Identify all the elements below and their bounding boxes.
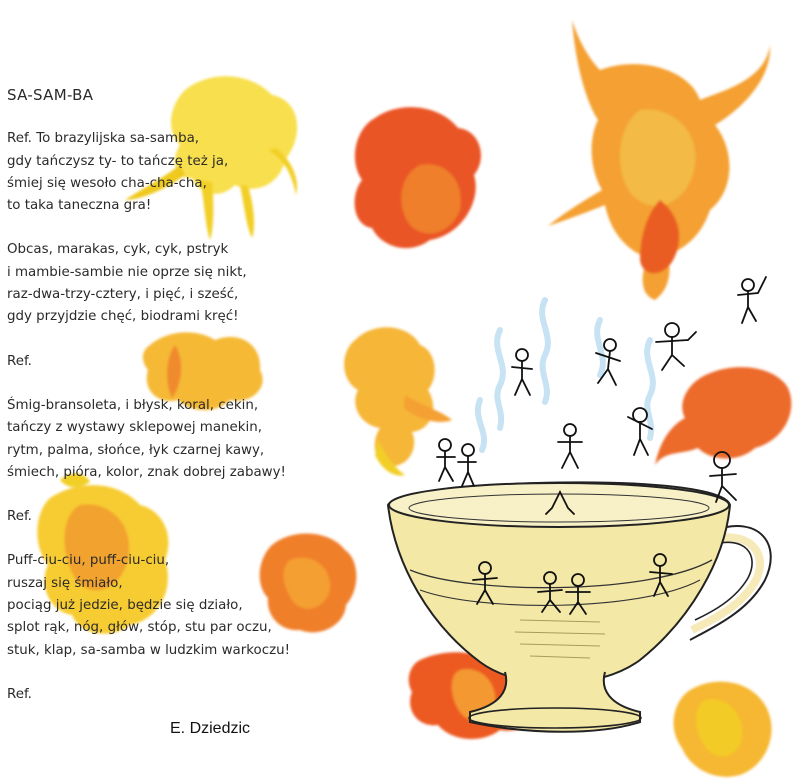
dancing-figure-4 <box>738 277 766 323</box>
refrain-marker-2: Ref. <box>7 509 32 525</box>
dancing-figure-7 <box>437 439 455 481</box>
refrain-marker-1: Ref. <box>7 353 32 369</box>
dancing-figure-3 <box>656 323 696 370</box>
refrain-line: gdy tańczysz ty- to tańczę też ja, <box>7 153 229 169</box>
stanza-line: Obcas, marakas, cyk, cyk, pstryk <box>7 242 229 258</box>
stanza-line: pociąg już jedzie, będzie się działo, <box>7 598 243 614</box>
stanza-line: i mambie-sambie nie oprze się nikt, <box>7 264 247 280</box>
stanza-line: stuk, klap, sa-samba w ludzkim warkoczu! <box>7 642 290 658</box>
poem-title: SA-SAM-BA <box>7 86 94 104</box>
refrain-marker-3: Ref. <box>7 686 32 702</box>
paint-splash-red-right <box>655 367 791 465</box>
paint-splash-yellow-bottom-right <box>674 682 772 777</box>
paint-splash-orange-star <box>548 20 770 300</box>
dancing-figure-1 <box>512 349 532 395</box>
stanza-line: śmiech, pióra, kolor, znak dobrej zabawy! <box>7 464 286 480</box>
stanza-line: rytm, palma, słońce, łyk czarnej kawy, <box>7 442 265 458</box>
stanza-3 <box>7 550 337 661</box>
paint-splash-red-upper <box>355 107 481 248</box>
stanza-line: Śmig-bransoleta, i błysk, koral, cekin, <box>7 397 259 413</box>
poem <box>7 84 337 728</box>
author-signature: E. Dziedzic <box>170 720 251 737</box>
stanza-2 <box>7 395 337 484</box>
paint-splash-orange-middle <box>344 327 452 475</box>
refrain-stanza <box>7 128 337 217</box>
refrain-line: śmiej się wesoło cha-cha-cha, <box>7 175 207 191</box>
stanza-1 <box>7 239 337 328</box>
stanza-line: raz-dwa-trzy-cztery, i pięć, i sześć, <box>7 287 239 303</box>
refrain-line: to taka taneczna gra! <box>7 198 152 214</box>
dancing-figure-8 <box>458 444 476 486</box>
stanza-line: ruszaj się śmiało, <box>7 575 123 591</box>
stanza-line: tańczy z wystawy sklepowej manekin, <box>7 420 262 436</box>
stanza-line: Puff-ciu-ciu, puff-ciu-ciu, <box>7 553 170 569</box>
stanza-line: splot rąk, nóg, głów, stóp, stu par oczu, <box>7 620 272 636</box>
stanza-line: gdy przyjdzie chęć, biodrami kręć! <box>7 309 239 325</box>
dancing-figure-5 <box>558 424 582 468</box>
refrain-line: Ref. To brazylijska sa-samba, <box>7 131 200 147</box>
